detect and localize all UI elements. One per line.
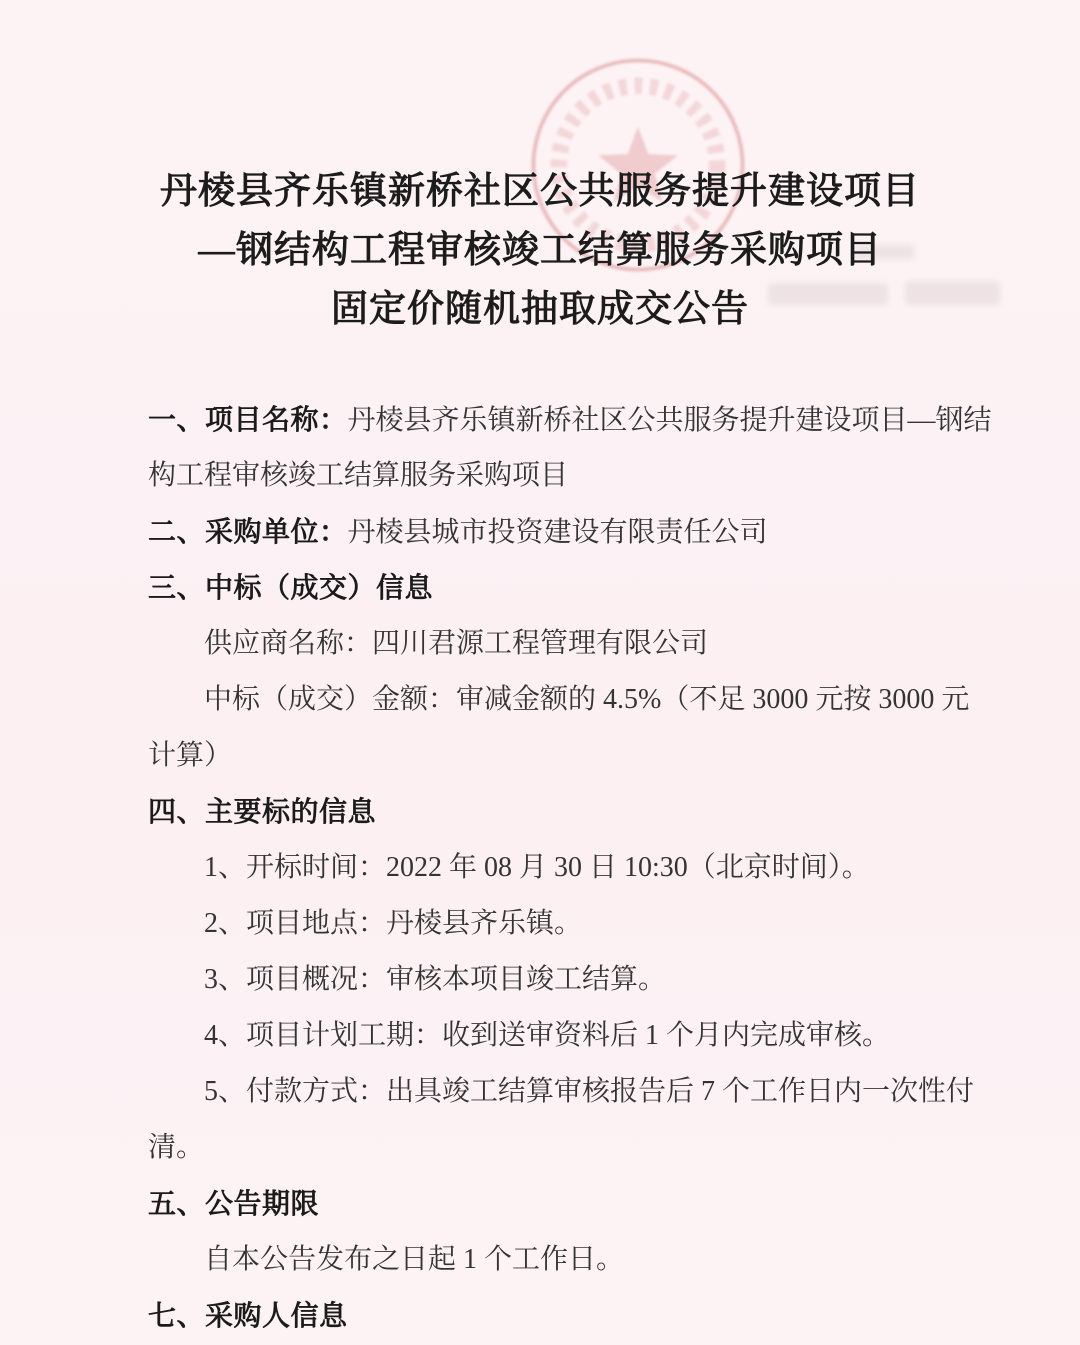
body-text-line	[148, 840, 960, 896]
body-text: 4、项目计划工期：收到送审资料后 1 个月内完成审核。	[204, 1020, 891, 1051]
body-text: 构工程审核竣工结算服务采购项目	[148, 460, 569, 491]
body-text: 丹棱县齐乐镇新桥社区公共服务提升建设项目—钢结	[347, 405, 992, 436]
section-heading-label: 一、项目名称：	[148, 404, 348, 435]
section-heading-line	[148, 1288, 960, 1344]
body-text: 丹棱县城市投资建设有限责任公司	[347, 517, 768, 548]
body-text-line	[148, 1064, 975, 1120]
body-text-line	[148, 1232, 960, 1288]
body-text: 自本公告发布之日起 1 个工作日。	[204, 1244, 625, 1275]
body-text-line	[148, 1120, 960, 1176]
body-text-line	[148, 952, 960, 1008]
section-heading-line	[148, 504, 960, 560]
section-heading-line	[148, 560, 960, 616]
section-heading-label: 五、公告期限	[148, 1188, 320, 1219]
body-text-line	[148, 448, 960, 504]
body-text: 5、付款方式：出具竣工结算审核报告后 7 个工作日内一次性付	[204, 1076, 975, 1107]
body-text: 1、开标时间：2022 年 08 月 30 日 10:30（北京时间）。	[204, 852, 870, 883]
body-text: 供应商名称：四川君源工程管理有限公司	[204, 628, 709, 659]
section-heading-label: 二、采购单位：	[148, 516, 348, 547]
body-text-line	[148, 1008, 960, 1064]
body-text-line	[148, 896, 960, 952]
document-body	[148, 392, 992, 1344]
document-title-line: —钢结构工程审核竣工结算服务采购项目	[198, 230, 882, 271]
section-heading-label: 三、中标（成交）信息	[148, 572, 434, 603]
section-heading-label: 四、主要标的信息	[148, 796, 377, 827]
section-heading-label: 七、采购人信息	[148, 1300, 348, 1331]
body-text: 清。	[148, 1132, 205, 1163]
body-text: 3、项目概况：审核本项目竣工结算。	[204, 964, 667, 995]
document-title	[0, 162, 1080, 339]
body-text-line	[148, 672, 970, 728]
section-heading-line	[148, 392, 992, 448]
section-heading-line	[148, 784, 960, 840]
body-text-line	[148, 728, 960, 784]
body-text: 计算）	[148, 740, 233, 771]
body-text: 2、项目地点：丹棱县齐乐镇。	[204, 908, 583, 939]
section-heading-line	[148, 1176, 960, 1232]
body-text-line	[148, 616, 960, 672]
document-title-line: 固定价随机抽取成交公告	[331, 289, 749, 330]
document-title-line: 丹棱县齐乐镇新桥社区公共服务提升建设项目	[160, 171, 920, 212]
body-text: 中标（成交）金额：审减金额的 4.5%（不足 3000 元按 3000 元	[204, 684, 970, 715]
